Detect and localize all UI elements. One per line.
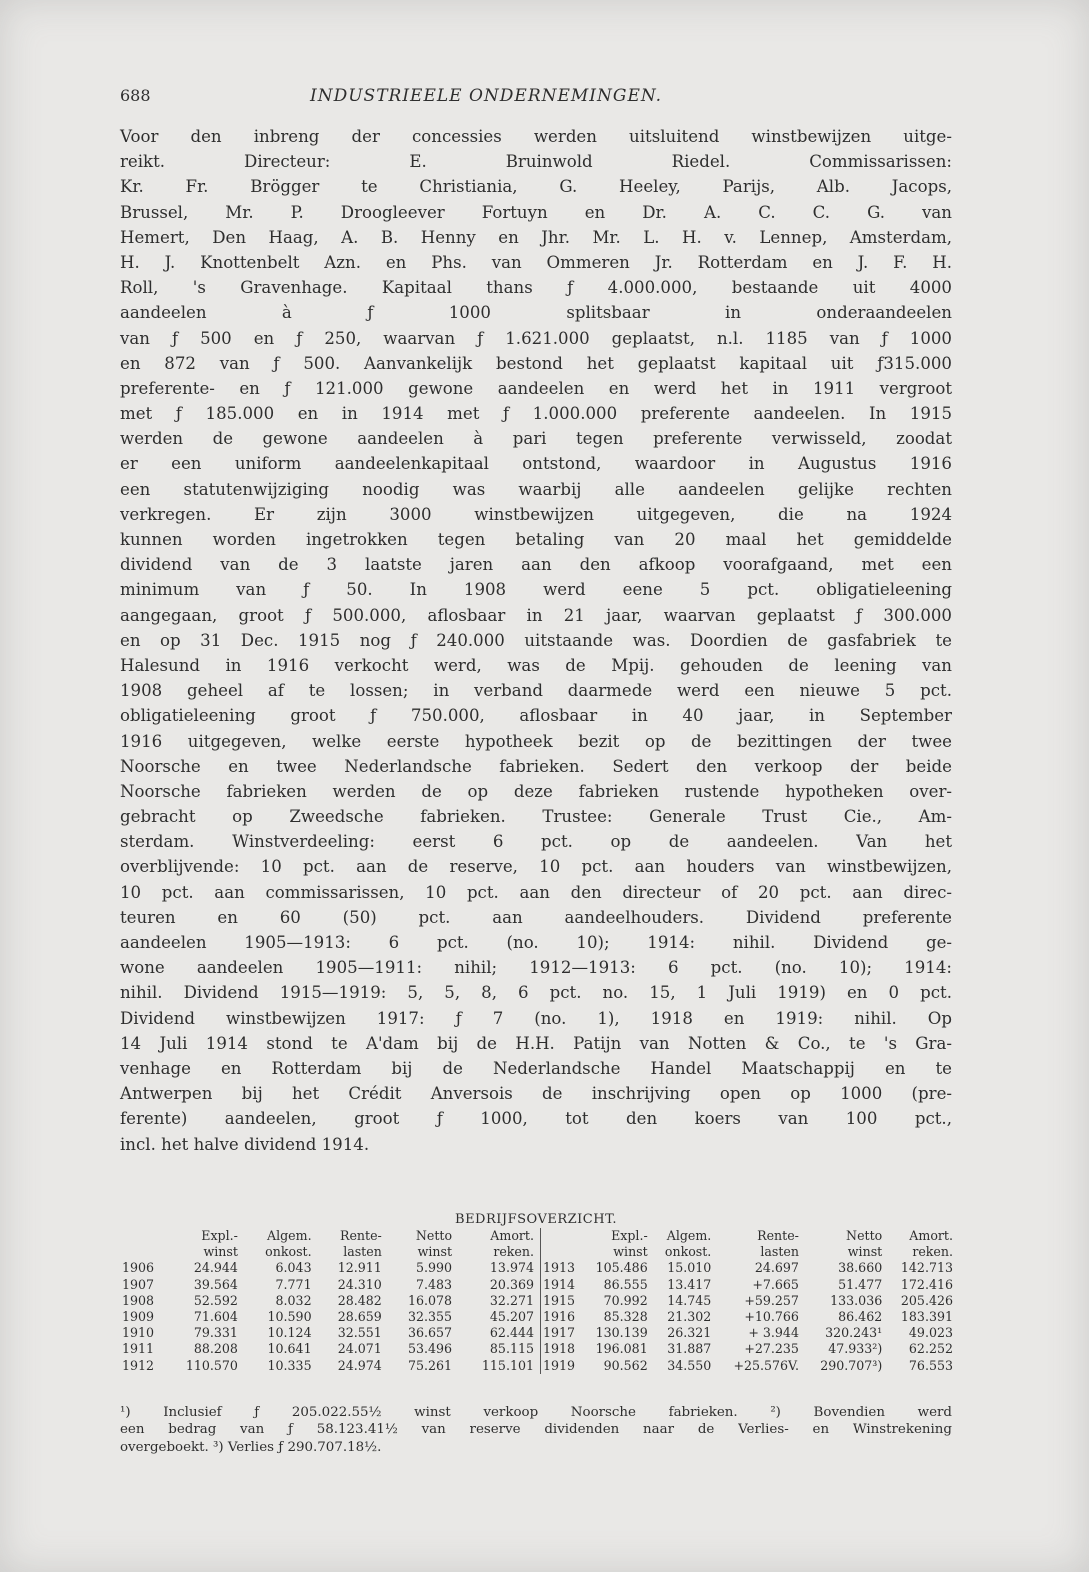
- text-line: ferente) aandeelen, groot ƒ 1000, tot den koers van 100 pct.,: [120, 1109, 952, 1129]
- column-header: Amort.: [909, 1228, 953, 1243]
- value-cell: 290.707³): [820, 1357, 883, 1373]
- value-cell: 39.564: [193, 1276, 238, 1292]
- text-line: met ƒ 185.000 en in 1914 met ƒ 1.000.000 preferente aandeelen. In 1915: [120, 404, 952, 424]
- value-cell: 28.659: [337, 1309, 382, 1325]
- text-line: teuren en 60 (50) pct. aan aandeelhouders. Dividend preferente: [120, 907, 952, 927]
- column-header: reken.: [912, 1244, 953, 1260]
- value-cell: 70.992: [603, 1292, 648, 1308]
- footnotes: [120, 1404, 952, 1456]
- value-cell: 53.496: [407, 1341, 453, 1357]
- year-cell: 1909: [122, 1309, 155, 1325]
- value-cell: 47.933²): [828, 1341, 883, 1357]
- text-line: Voor den inbreng der concessies werden uitsluitend winstbewijzen uitge-: [120, 127, 952, 146]
- year-cell: 1908: [122, 1292, 155, 1308]
- text-line: gebracht op Zweedsche fabrieken. Trustee: Generale Trust Cie., Am-: [120, 807, 952, 827]
- value-cell: 28.482: [337, 1292, 382, 1308]
- footnote-line: een bedrag van ƒ 58.123.41½ van reserve dividenden naar de Verlies- en Winstrekening: [120, 1422, 952, 1438]
- text-line: sterdam. Winstverdeeling: eerst 6 pct. op de aandeelen. Van het: [120, 832, 952, 852]
- year-cell: 1911: [122, 1341, 155, 1357]
- company-description: [120, 124, 952, 1157]
- text-line: dividend van de 3 laatste jaren aan den afkoop voorafgaand, met een: [120, 555, 952, 575]
- value-cell: +59.257: [744, 1292, 799, 1308]
- value-cell: +25.576V.: [733, 1357, 799, 1373]
- value-cell: 133.036: [830, 1292, 883, 1308]
- year-cell: 1910: [122, 1325, 155, 1341]
- value-cell: 15.010: [667, 1260, 712, 1276]
- value-cell: 10.335: [267, 1357, 312, 1373]
- text-line: wone aandeelen 1905—1911: nihil; 1912—1913: 6 pct. (no. 10); 1914:: [120, 958, 952, 978]
- table-row: [541, 1277, 955, 1293]
- footnote-line: overgeboekt. ³) Verlies ƒ 290.707.18½.: [120, 1439, 382, 1455]
- column-header: winst: [203, 1244, 238, 1260]
- value-cell: 14.745: [667, 1292, 712, 1308]
- text-line: kunnen worden ingetrokken tegen betaling van 20 maal het gemiddelde: [120, 530, 952, 549]
- column-header: Amort.: [490, 1228, 534, 1243]
- value-cell: +10.766: [744, 1309, 799, 1325]
- page-number: 688: [120, 86, 151, 105]
- stats-table-right: [540, 1228, 955, 1374]
- year-cell: 1918: [543, 1341, 576, 1357]
- value-cell: 62.444: [489, 1325, 534, 1341]
- text-line: Roll, 's Gravenhage. Kapitaal thans ƒ 4.000.000, bestaande uit 4000: [120, 278, 952, 298]
- table-row: [120, 1260, 536, 1276]
- value-cell: 16.078: [407, 1292, 453, 1308]
- text-line: van ƒ 500 en ƒ 250, waarvan ƒ 1.621.000 geplaatst, n.l. 1185 van ƒ 1000: [120, 328, 952, 348]
- column-header: Rente-: [757, 1228, 799, 1243]
- value-cell: 183.391: [900, 1309, 953, 1325]
- text-line: aandeelen 1905—1913: 6 pct. (no. 10); 1914: nihil. Dividend ge-: [120, 933, 952, 952]
- text-line: incl. het halve dividend 1914.: [120, 1134, 370, 1154]
- value-cell: 10.641: [267, 1341, 312, 1357]
- text-line: Brussel, Mr. P. Droogleever Fortuyn en Dr. A. C. C. G. van: [120, 202, 952, 222]
- value-cell: 105.486: [595, 1260, 648, 1276]
- text-line: aangegaan, groot ƒ 500.000, aflosbaar in 21 jaar, waarvan geplaatst ƒ 300.000: [120, 605, 952, 625]
- text-line: werden de gewone aandeelen à pari tegen preferente verwisseld, zoodat: [120, 429, 952, 449]
- value-cell: 32.355: [407, 1309, 453, 1325]
- value-cell: 13.974: [489, 1260, 534, 1276]
- column-header: Algem.: [666, 1228, 712, 1243]
- stats-table-left: [120, 1228, 536, 1374]
- year-cell: 1906: [122, 1260, 155, 1276]
- column-header: winst: [613, 1244, 648, 1260]
- table-row: [541, 1293, 955, 1309]
- value-cell: 10.124: [267, 1325, 312, 1341]
- table-row: [541, 1325, 955, 1341]
- value-cell: + 3.944: [748, 1325, 799, 1341]
- value-cell: 79.331: [193, 1325, 238, 1341]
- table-header-row: [541, 1228, 955, 1244]
- value-cell: 196.081: [595, 1341, 648, 1357]
- text-line: obligatieleening groot ƒ 750.000, aflosbaar in 40 jaar, in September: [120, 706, 952, 726]
- value-cell: 90.562: [603, 1357, 648, 1373]
- table-row: [120, 1341, 536, 1357]
- text-line: 14 Juli 1914 stond te A'dam bij de H.H. Patijn van Notten & Co., te 's Gra-: [120, 1033, 952, 1053]
- text-line: Hemert, Den Haag, A. B. Henny en Jhr. Mr. L. H. v. Lennep, Amsterdam,: [120, 227, 952, 247]
- value-cell: 86.555: [603, 1276, 648, 1292]
- value-cell: 32.271: [489, 1292, 534, 1308]
- table-row: [120, 1358, 536, 1374]
- value-cell: 8.032: [275, 1292, 312, 1308]
- year-cell: 1915: [543, 1292, 576, 1308]
- table-row: [541, 1309, 955, 1325]
- value-cell: 88.208: [193, 1341, 238, 1357]
- year-cell: 1912: [122, 1357, 155, 1373]
- value-cell: 5.990: [415, 1260, 453, 1276]
- value-cell: 115.101: [481, 1357, 534, 1373]
- value-cell: 6.043: [275, 1260, 312, 1276]
- value-cell: 130.139: [595, 1325, 648, 1341]
- text-line: venhage en Rotterdam bij de Nederlandsche Handel Maatschappij en te: [120, 1058, 952, 1078]
- table-header-row: [541, 1244, 955, 1260]
- text-line: Halesund in 1916 verkocht werd, was de Mpij. gehouden de leening van: [120, 655, 952, 675]
- text-line: 1908 geheel af te lossen; in verband daarmede werd een nieuwe 5 pct.: [120, 681, 952, 701]
- value-cell: +27.235: [744, 1341, 799, 1357]
- value-cell: 24.697: [754, 1260, 799, 1276]
- value-cell: 86.462: [838, 1309, 883, 1325]
- column-header: Expl.-: [201, 1228, 238, 1243]
- running-title: INDUSTRIEELE ONDERNEMINGEN.: [310, 86, 663, 106]
- value-cell: 110.570: [185, 1357, 238, 1373]
- value-cell: 20.369: [489, 1276, 534, 1292]
- value-cell: 34.550: [667, 1357, 712, 1373]
- column-header: Netto: [846, 1228, 883, 1243]
- table-header-row: [120, 1228, 536, 1244]
- value-cell: 13.417: [667, 1276, 712, 1292]
- table-row: [541, 1341, 955, 1357]
- column-header: Rente-: [339, 1228, 382, 1243]
- text-line: overblijvende: 10 pct. aan de reserve, 10 pct. aan houders van winstbewijzen,: [120, 857, 952, 877]
- column-header: lasten: [343, 1244, 382, 1260]
- table-row: [541, 1260, 955, 1276]
- value-cell: 52.592: [193, 1292, 238, 1308]
- text-line: aandeelen à ƒ 1000 splitsbaar in onderaandeelen: [120, 303, 952, 323]
- text-line: Kr. Fr. Brögger te Christiania, G. Heeley, Parijs, Alb. Jacops,: [120, 177, 952, 197]
- column-header: Algem.: [267, 1228, 312, 1243]
- value-cell: 32.551: [337, 1325, 382, 1341]
- year-cell: 1914: [543, 1276, 576, 1292]
- column-header: lasten: [760, 1244, 799, 1260]
- value-cell: 36.657: [407, 1325, 453, 1341]
- table-row: [120, 1309, 536, 1325]
- table-row: [120, 1325, 536, 1341]
- year-cell: 1919: [543, 1357, 576, 1373]
- column-header: Netto: [415, 1228, 453, 1243]
- text-line: Noorsche fabrieken werden de op deze fabrieken rustende hypotheken over-: [120, 781, 952, 801]
- value-cell: 49.023: [908, 1325, 953, 1341]
- table-header-row: [120, 1244, 536, 1260]
- value-cell: 24.974: [337, 1357, 382, 1373]
- value-cell: 142.713: [900, 1260, 953, 1276]
- text-line: en op 31 Dec. 1915 nog ƒ 240.000 uitstaande was. Doordien de gasfabriek te: [120, 630, 952, 650]
- value-cell: 205.426: [900, 1292, 953, 1308]
- column-header: Expl.-: [611, 1228, 648, 1243]
- column-header: winst: [417, 1244, 453, 1260]
- value-cell: 85.328: [603, 1309, 648, 1325]
- value-cell: 320.243¹: [825, 1325, 883, 1341]
- column-header: onkost.: [664, 1244, 712, 1260]
- value-cell: 12.911: [337, 1260, 382, 1276]
- table-title: BEDRIJFSOVERZICHT.: [455, 1212, 617, 1227]
- value-cell: 31.887: [667, 1341, 712, 1357]
- value-cell: 24.944: [193, 1260, 238, 1276]
- value-cell: 71.604: [193, 1309, 238, 1325]
- value-cell: 10.590: [267, 1309, 312, 1325]
- column-header: reken.: [493, 1244, 534, 1260]
- text-line: 1916 uitgegeven, welke eerste hypotheek bezit op de bezittingen der twee: [120, 731, 952, 751]
- value-cell: 24.310: [337, 1276, 382, 1292]
- value-cell: 51.477: [838, 1276, 883, 1292]
- text-line: reikt. Directeur: E. Bruinwold Riedel. Commissarissen:: [120, 152, 952, 172]
- value-cell: 62.252: [908, 1341, 953, 1357]
- value-cell: 172.416: [900, 1276, 953, 1292]
- value-cell: 24.071: [337, 1341, 382, 1357]
- value-cell: 7.483: [415, 1276, 453, 1292]
- table-row: [541, 1358, 955, 1374]
- page-header: [120, 86, 950, 110]
- text-line: Noorsche en twee Nederlandsche fabrieken. Sedert den verkoop der beide: [120, 756, 952, 776]
- text-line: nihil. Dividend 1915—1919: 5, 5, 8, 6 pct. no. 15, 1 Juli 1919) en 0 pct.: [120, 983, 952, 1003]
- text-line: 10 pct. aan commissarissen, 10 pct. aan den directeur of 20 pct. aan direc-: [120, 882, 952, 902]
- year-cell: 1916: [543, 1309, 576, 1325]
- column-header: onkost.: [265, 1244, 312, 1260]
- value-cell: 26.321: [667, 1325, 712, 1341]
- value-cell: 38.660: [838, 1260, 883, 1276]
- text-line: Dividend winstbewijzen 1917: ƒ 7 (no. 1), 1918 en 1919: nihil. Op: [120, 1008, 952, 1028]
- text-line: er een uniform aandeelenkapitaal ontstond, waardoor in Augustus 1916: [120, 454, 952, 474]
- value-cell: 45.207: [489, 1309, 534, 1325]
- text-line: Antwerpen bij het Crédit Anversois de inschrijving open op 1000 (pre-: [120, 1084, 952, 1104]
- value-cell: 21.302: [667, 1309, 712, 1325]
- text-line: en 872 van ƒ 500. Aanvankelijk bestond het geplaatst kapitaal uit ƒ315.000: [120, 353, 952, 373]
- footnote-line: ¹) Inclusief ƒ 205.022.55½ winst verkoop Noorsche fabrieken. ²) Bovendien werd: [120, 1405, 952, 1420]
- year-cell: 1913: [543, 1260, 576, 1276]
- text-line: verkregen. Er zijn 3000 winstbewijzen uitgegeven, die na 1924: [120, 504, 952, 524]
- text-line: een statutenwijziging noodig was waarbij alle aandeelen gelijke rechten: [120, 479, 952, 499]
- value-cell: 7.771: [275, 1276, 312, 1292]
- table-row: [120, 1277, 536, 1293]
- year-cell: 1917: [543, 1325, 576, 1341]
- value-cell: 75.261: [407, 1357, 453, 1373]
- value-cell: +7.665: [752, 1276, 799, 1292]
- year-cell: 1907: [122, 1276, 155, 1292]
- text-line: minimum van ƒ 50. In 1908 werd eene 5 pct. obligatieleening: [120, 580, 952, 600]
- column-header: winst: [847, 1244, 883, 1260]
- text-line: preferente- en ƒ 121.000 gewone aandeelen en werd het in 1911 vergroot: [120, 378, 952, 398]
- value-cell: 76.553: [908, 1357, 953, 1373]
- table-row: [120, 1293, 536, 1309]
- text-line: H. J. Knottenbelt Azn. en Phs. van Ommeren Jr. Rotterdam en J. F. H.: [120, 252, 952, 272]
- value-cell: 85.115: [489, 1341, 534, 1357]
